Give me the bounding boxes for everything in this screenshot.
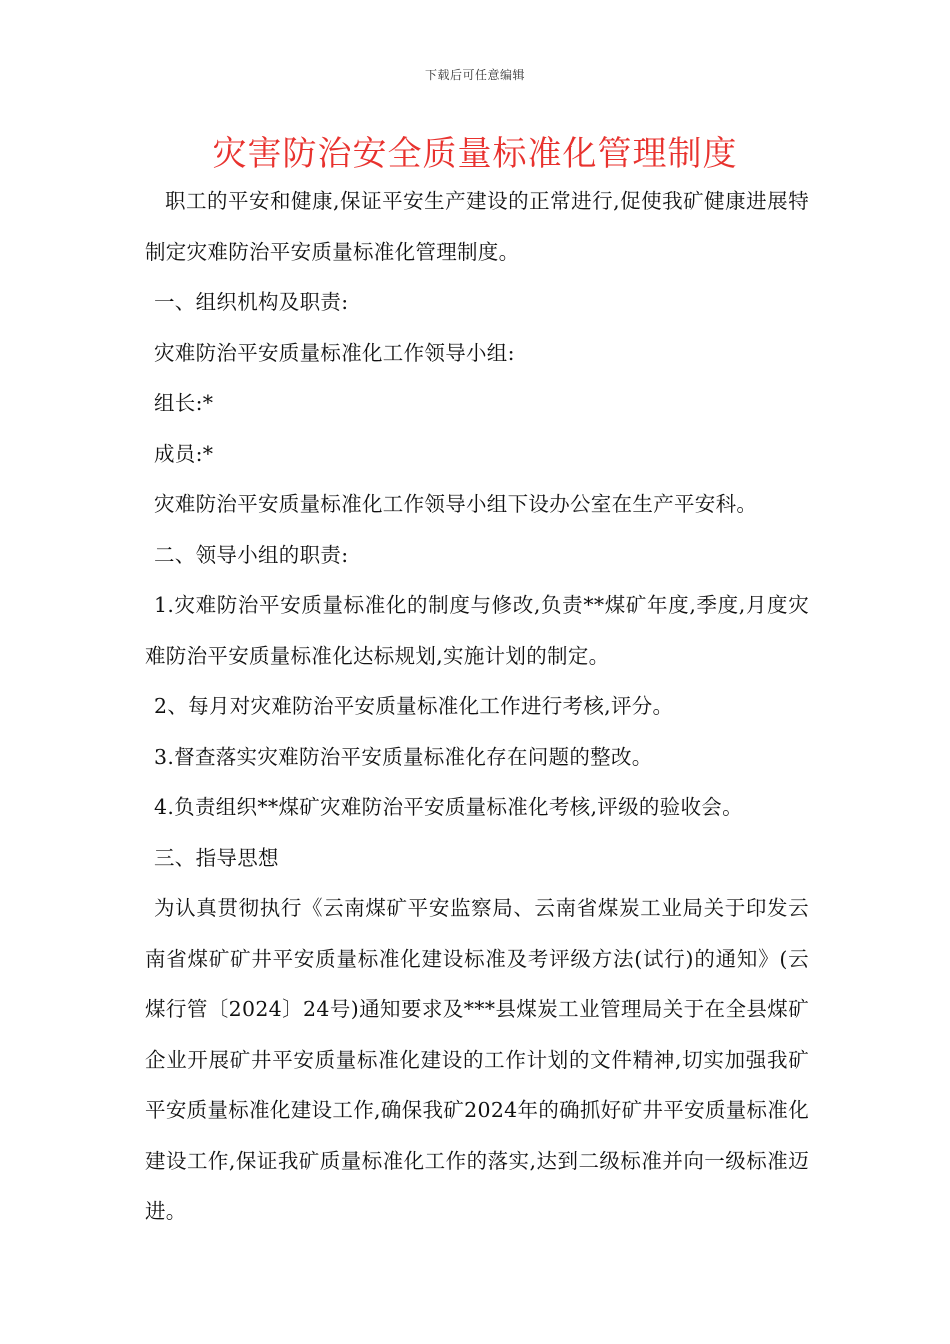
section-heading-guiding-thought: 三、指导思想 [154, 845, 279, 870]
header-note: 下载后可任意编辑 [424, 68, 525, 82]
intro-paragraph: 职工的平安和健康,保证平安生产建设的正常进行,促使我矿健康进展特制定灾难防治平安质量标准化管理制度。 [145, 189, 809, 264]
paragraph-leadership-group: 灾难防治平安质量标准化工作领导小组: [154, 340, 515, 365]
paragraph-members: 成员:* [154, 441, 214, 466]
duty-item-2: 2、每月对灾难防治平安质量标准化工作进行考核,评分。 [154, 694, 674, 718]
duty-item-3: 3.督查落实灾难防治平安质量标准化存在问题的整改。 [154, 744, 653, 769]
duty-item-1: 1.灾难防治平安质量标准化的制度与修改,负责**煤矿年度,季度,月度灾难防治平安质量标准化达标规划,实施计划的制定。 [145, 593, 809, 668]
document-title: 灾害防治安全质量标准化管理制度 [212, 134, 738, 174]
document-body [145, 176, 809, 1237]
paragraph-office: 灾难防治平安质量标准化工作领导小组下设办公室在生产平安科。 [154, 492, 758, 516]
paragraph-group-leader: 组长:* [154, 391, 214, 415]
section-heading-duties: 二、领导小组的职责: [154, 542, 349, 567]
section-heading-organization: 一、组织机构及职责: [154, 290, 349, 314]
guiding-thought-paragraph: 为认真贯彻执行《云南煤矿平安监察局、云南省煤炭工业局关于印发云南省煤矿矿井平安质量标准化建设标准及考评级方法(试行)的通知》(云煤行管〔2024〕24号)通知要求及***县煤炭工业管理局关于在全县煤矿企业开展矿井平安质量标准化建设的工作计划的文件精神,切实加强我矿平安质量标准化建设工作,确保我矿2024年的确抓好矿井平安质量标准化建设工作,保证我矿质量标准化工作的落实,达到二级标准并向一级标准迈进。 [145, 896, 809, 1223]
duty-item-4: 4.负责组织**煤矿灾难防治平安质量标准化考核,评级的验收会。 [154, 795, 743, 819]
